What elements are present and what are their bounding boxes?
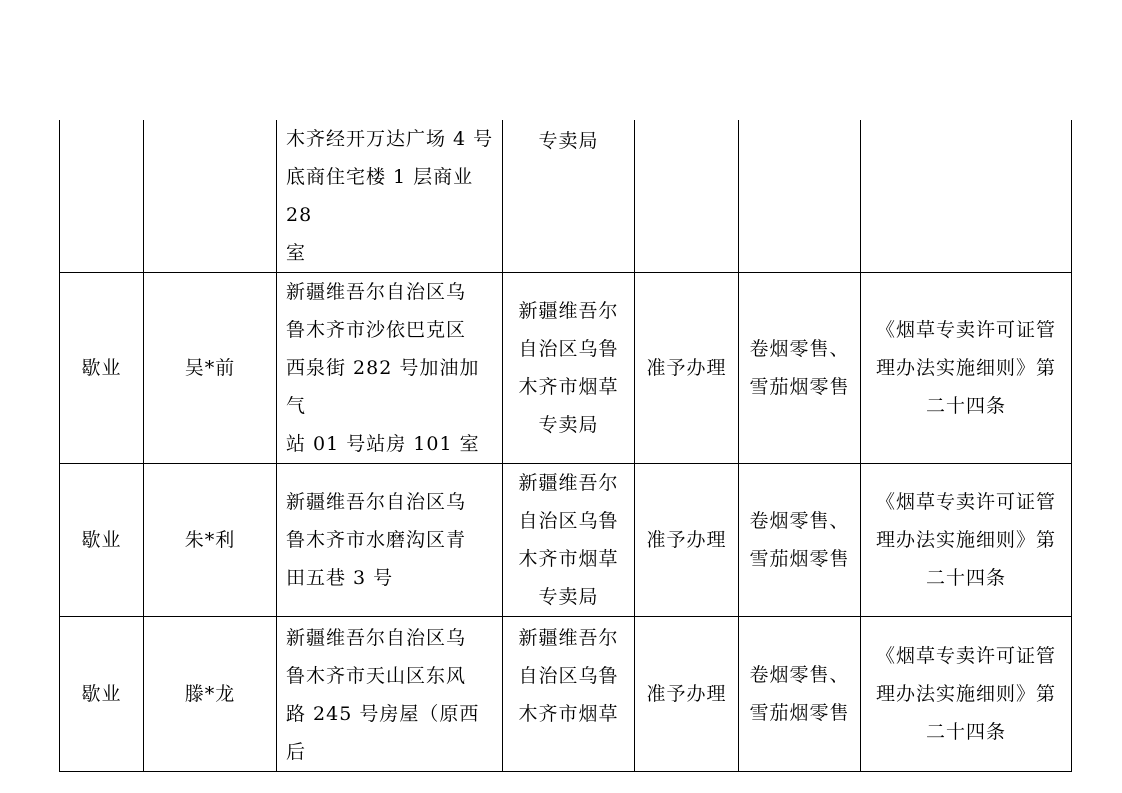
address-line: 室 [286, 242, 307, 264]
scope-line: 卷烟零售、 [749, 664, 850, 686]
authority-cell [503, 120, 635, 273]
name-cell [144, 120, 277, 273]
basis-line: 二十四条 [925, 567, 1006, 589]
name-cell [144, 617, 277, 772]
basis-line: 理办法实施细则》第 [875, 529, 1056, 551]
reason-text: 歇业 [81, 357, 122, 379]
basis-cell [861, 464, 1072, 617]
address-line: 路 245 号房屋（原西后 [286, 703, 480, 763]
reason-cell [60, 273, 144, 464]
basis-cell [861, 273, 1072, 464]
name-cell [144, 464, 277, 617]
scope-line: 雪茄烟零售 [749, 548, 850, 570]
address-cell [277, 120, 503, 273]
address-line: 新疆维吾尔自治区乌 [286, 491, 467, 513]
scope-line: 卷烟零售、 [749, 338, 850, 360]
authority-line: 木齐市烟草 [518, 376, 619, 398]
name-text: 朱*利 [184, 529, 236, 551]
authority-cell [503, 617, 635, 772]
reason-cell [60, 617, 144, 772]
result-cell [635, 120, 739, 273]
table-row [60, 120, 1072, 273]
basis-line: 理办法实施细则》第 [875, 357, 1056, 379]
address-line: 站 01 号站房 101 室 [286, 433, 480, 455]
authority-line: 新疆维吾尔 [518, 300, 619, 322]
authority-cell [503, 273, 635, 464]
result-cell [635, 617, 739, 772]
authority-line: 新疆维吾尔 [518, 627, 619, 649]
authority-cell [503, 464, 635, 617]
scope-cell [739, 120, 861, 273]
basis-cell [861, 617, 1072, 772]
scope-cell [739, 617, 861, 772]
authority-line: 自治区乌鲁 [518, 510, 619, 532]
scope-line: 卷烟零售、 [749, 510, 850, 532]
basis-line: 《烟草专卖许可证管 [875, 319, 1056, 341]
authority-line: 自治区乌鲁 [518, 338, 619, 360]
table-row [60, 273, 1072, 464]
authority-line: 专卖局 [538, 414, 599, 436]
scope-line: 雪茄烟零售 [749, 376, 850, 398]
result-text: 准予办理 [646, 529, 727, 551]
table-row [60, 617, 1072, 772]
result-text: 准予办理 [646, 357, 727, 379]
reason-cell [60, 464, 144, 617]
address-cell [277, 617, 503, 772]
reason-text: 歇业 [81, 529, 122, 551]
authority-line: 专卖局 [538, 130, 599, 152]
scope-line: 雪茄烟零售 [749, 702, 850, 724]
basis-line: 《烟草专卖许可证管 [875, 645, 1056, 667]
table-row [60, 464, 1072, 617]
reason-cell [60, 120, 144, 273]
basis-line: 《烟草专卖许可证管 [875, 491, 1056, 513]
authority-line: 专卖局 [538, 586, 599, 608]
scope-cell [739, 464, 861, 617]
address-cell [277, 464, 503, 617]
result-cell [635, 273, 739, 464]
authority-line: 自治区乌鲁 [518, 665, 619, 687]
address-line: 新疆维吾尔自治区乌 [286, 627, 467, 649]
authority-line: 新疆维吾尔 [518, 472, 619, 494]
address-line: 木齐经开万达广场 4 号 [286, 128, 494, 150]
address-line: 底商住宅楼 1 层商业 28 [286, 166, 474, 226]
reason-text: 歇业 [81, 683, 122, 705]
address-line: 鲁木齐市沙依巴克区 [286, 319, 467, 341]
license-cancellation-table [59, 120, 1072, 772]
name-text: 吴*前 [184, 357, 236, 379]
name-text: 滕*龙 [184, 683, 236, 705]
authority-line: 木齐市烟草 [518, 548, 619, 570]
basis-line: 二十四条 [925, 395, 1006, 417]
address-line: 鲁木齐市天山区东风 [286, 665, 467, 687]
address-line: 西泉街 282 号加油加气 [286, 357, 480, 417]
scope-cell [739, 273, 861, 464]
basis-line: 二十四条 [925, 721, 1006, 743]
result-cell [635, 464, 739, 617]
result-text: 准予办理 [646, 683, 727, 705]
basis-line: 理办法实施细则》第 [875, 683, 1056, 705]
basis-cell [861, 120, 1072, 273]
address-line: 新疆维吾尔自治区乌 [286, 281, 467, 303]
name-cell [144, 273, 277, 464]
address-line: 田五巷 3 号 [286, 567, 394, 589]
address-cell [277, 273, 503, 464]
authority-line: 木齐市烟草 [518, 703, 619, 725]
address-line: 鲁木齐市水磨沟区青 [286, 529, 467, 551]
